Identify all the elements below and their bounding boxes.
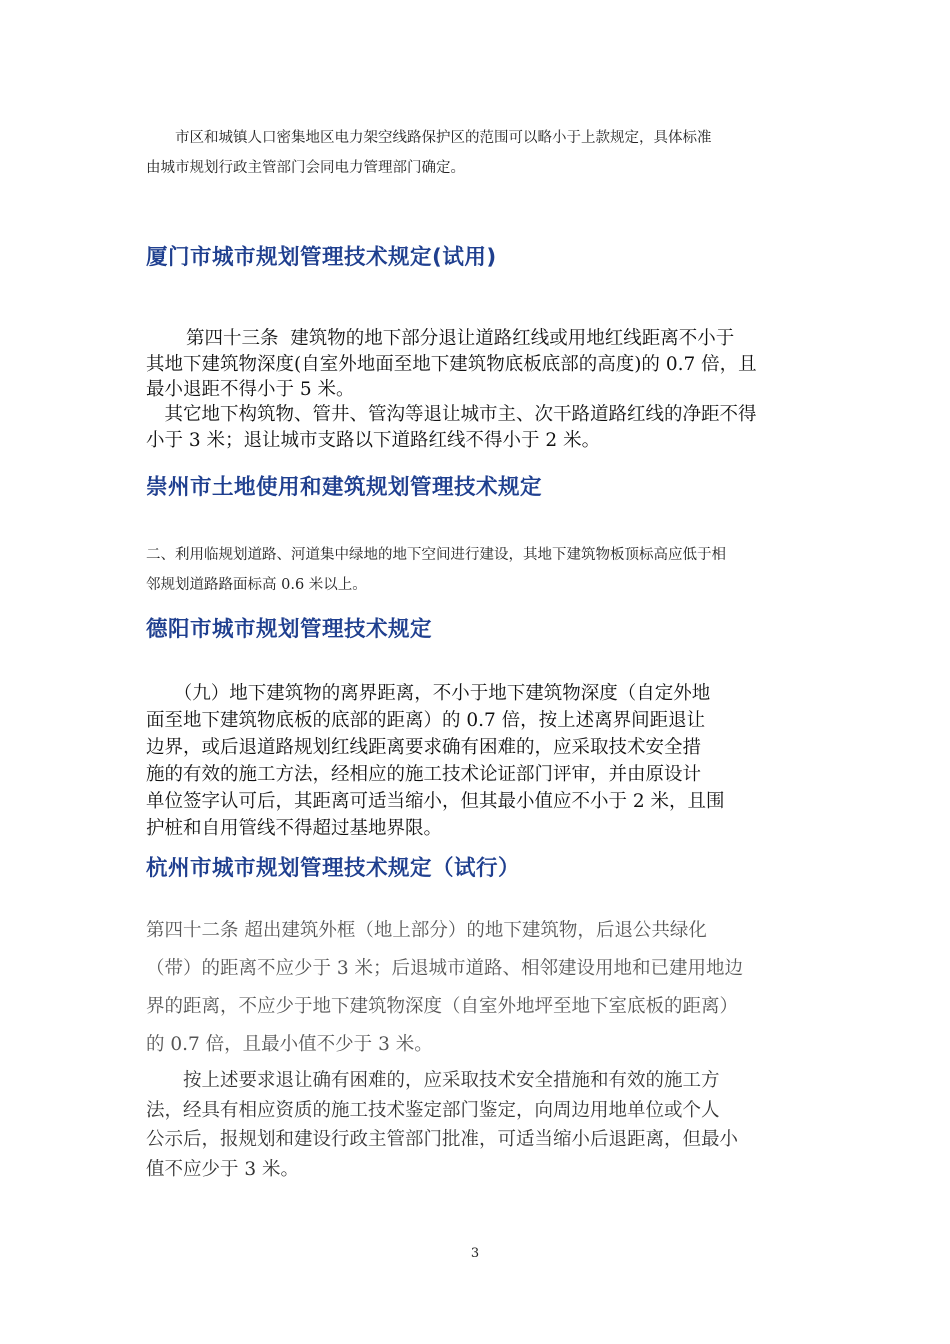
hangzhou-p2-line-1: 按上述要求退让确有困难的，应采取技术安全措施和有效的施工方: [146, 1070, 720, 1091]
hangzhou-p1-line-2: （带）的距离不应少于 3 米；后退城市道路、相邻建设用地和已建用地边: [146, 958, 744, 979]
page-number: 3: [470, 1246, 480, 1261]
heading-deyang: 德阳市城市规划管理技术规定: [146, 617, 433, 642]
deyang-paragraph: [146, 680, 811, 842]
xiamen-p2-line-1: 其它地下构筑物、管井、管沟等退让城市主、次干路道路红线的净距不得: [146, 404, 757, 425]
deyang-line-5: 单位签字认可后，其距离可适当缩小，但其最小值应不小于 2 米，且围: [146, 791, 725, 812]
xiamen-article-label: 第四十三条: [186, 328, 279, 349]
hangzhou-paragraph-2: [146, 1066, 811, 1184]
hangzhou-p2-line-2: 法，经具有相应资质的施工技术鉴定部门鉴定，向周边用地单位或个人: [146, 1099, 720, 1121]
heading-hangzhou: 杭州市城市规划管理技术规定（试行）: [146, 856, 521, 881]
hangzhou-p2-line-4: 值不应少于 3 米。: [146, 1158, 300, 1180]
xiamen-article-text-1: 建筑物的地下部分退让道路红线或用地红线距离不小于: [290, 328, 735, 349]
deyang-line-6: 护桩和自用管线不得超过基地界限。: [146, 818, 443, 839]
intro-line-2: 由城市规划行政主管部门会同电力管理部门确定。: [146, 160, 465, 176]
deyang-line-4: 施的有效的施工方法，经相应的施工技术论证部门评审，并由原设计: [146, 764, 702, 785]
chongzhou-line-2: 邻规划道路路面标高 0.6 米以上。: [146, 577, 367, 593]
xiamen-paragraph-2: [146, 402, 811, 453]
deyang-line-2: 面至地下建筑物底板的底部的距离）的 0.7 倍，按上述离界间距退让: [146, 710, 706, 731]
hangzhou-p2-line-3: 公示后，报规划和建设行政主管部门批准，可适当缩小后退距离，但最小: [146, 1129, 739, 1150]
deyang-line-3: 边界，或后退道路规划红线距离要求确有困难的，应采取技术安全措: [146, 737, 702, 758]
chongzhou-line-1: 二、利用临规划道路、河道集中绿地的地下空间进行建设，其地下建筑物板顶标高应低于相: [146, 547, 726, 563]
heading-xiamen: 厦门市城市规划管理技术规定(试用): [146, 245, 497, 270]
heading-chongzhou: 崇州市土地使用和建筑规划管理技术规定: [146, 475, 543, 500]
xiamen-article-line-3: 最小退距不得小于 5 米。: [146, 379, 355, 400]
hangzhou-article-42: [146, 912, 811, 1064]
xiamen-p2-line-2: 小于 3 米；退让城市支路以下道路红线不得小于 2 米。: [146, 429, 601, 451]
xiamen-article-line-1: [146, 326, 811, 352]
xiamen-article-43: [146, 326, 811, 403]
xiamen-article-line-2: 其地下建筑物深度(自室外地面至地下建筑物底板底部的高度)的 0.7 倍，且: [146, 353, 757, 375]
chongzhou-paragraph: [146, 540, 811, 600]
intro-paragraph: [146, 123, 811, 183]
hangzhou-p1-line-4: 的 0.7 倍，且最小值不少于 3 米。: [146, 1034, 433, 1055]
hangzhou-p1-line-3: 界的距离，不应少于地下建筑物深度（自室外地坪至地下室底板的距离）: [146, 996, 739, 1017]
hangzhou-p1-line-1: 第四十二条 超出建筑外框（地上部分）的地下建筑物，后退公共绿化: [146, 920, 707, 941]
intro-line-1: 市区和城镇人口密集地区电力架空线路保护区的范围可以略小于上款规定，具体标准: [146, 130, 712, 146]
deyang-line-1: （九）地下建筑物的离界距离，不小于地下建筑物深度（自定外地: [146, 683, 711, 704]
